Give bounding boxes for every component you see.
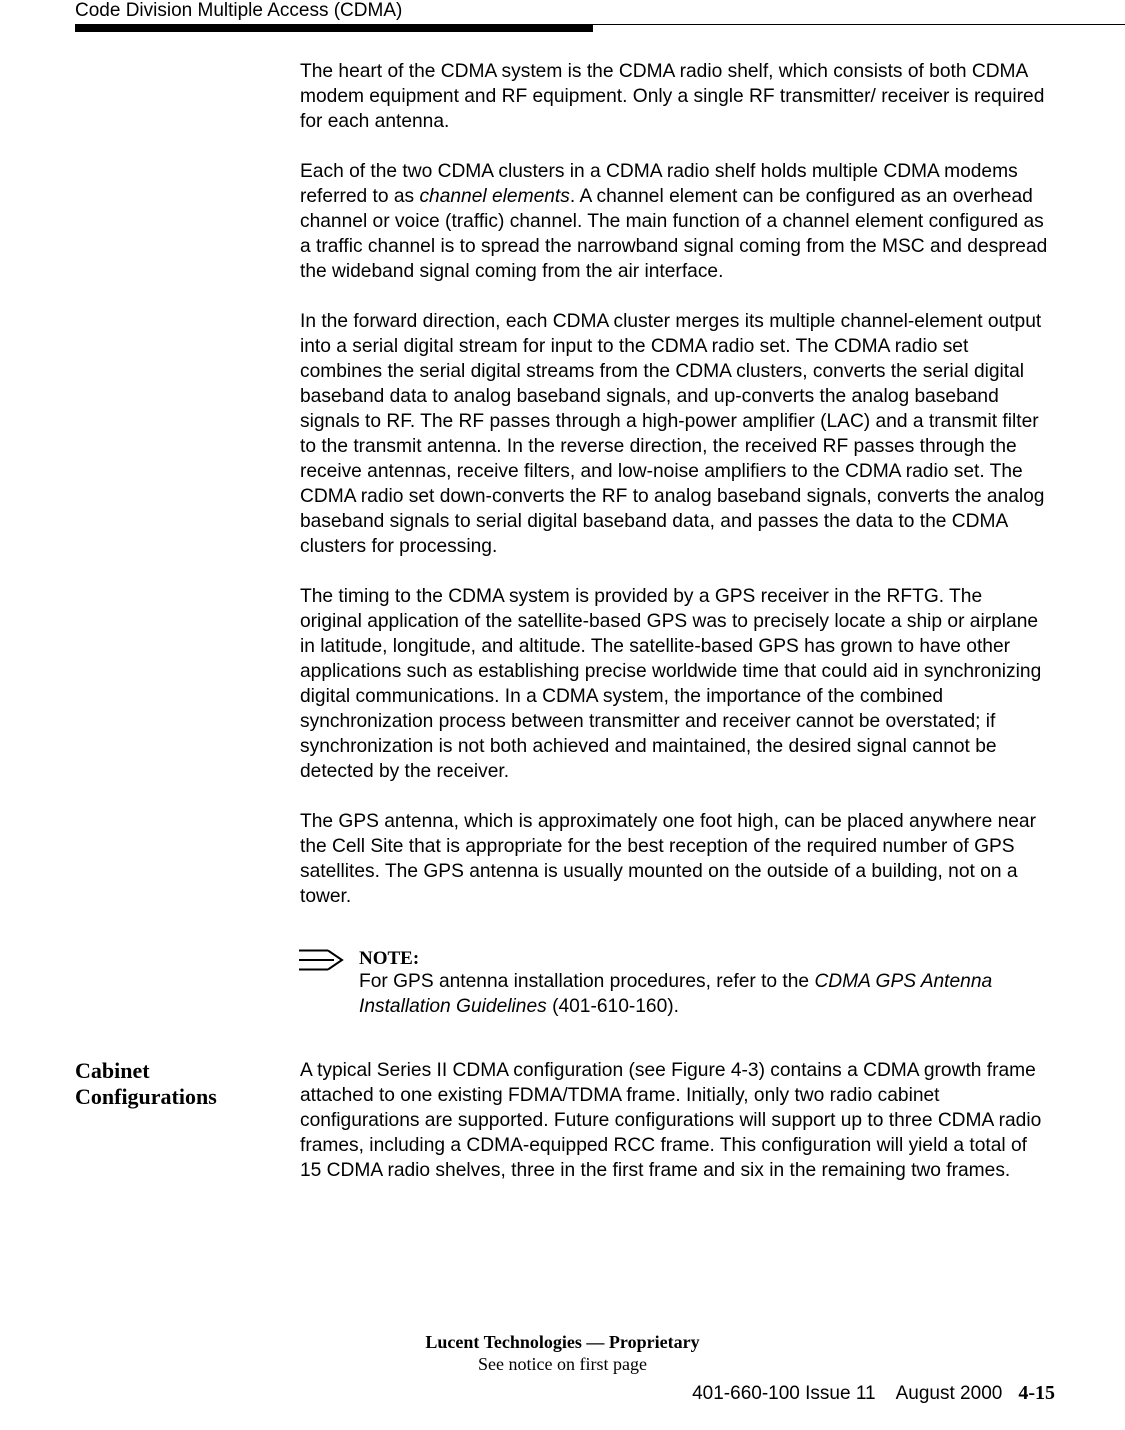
footer-page-number: 4-15 [1018, 1382, 1055, 1404]
footer-page-info [692, 1381, 1055, 1406]
paragraph-text-start: Each of the two CDMA clusters in a CDMA radio shelf holds multiple CDMA modems referred to as [300, 161, 1018, 207]
paragraph-text-end: . A channel element can be configured as an overhead channel or voice (traffic) channel. The main function of a channel element configured as a traffic channel is to spread the narrowband signal coming from the MSC and despread the wideband signal coming from the air interface. [300, 186, 1048, 282]
note-arrow-icon [298, 949, 344, 971]
note-text [359, 969, 1049, 1019]
footer-company: Lucent Technologies — Proprietary [425, 1332, 700, 1352]
paragraph-forward-direction [300, 309, 1048, 559]
paragraph-radio-shelf [300, 59, 1048, 134]
note-text-end: (401-610-160). [546, 996, 679, 1017]
paragraph-channel-elements [300, 159, 1048, 284]
section-heading-line: Cabinet [75, 1058, 150, 1083]
emphasis-channel-elements: channel elements [419, 186, 570, 207]
note-document-title: CDMA GPS Antenna Installation Guidelines [359, 971, 993, 1017]
paragraph-cabinet-configurations [300, 1058, 1048, 1183]
footer-notice: See notice on first page [478, 1354, 647, 1374]
paragraph-text: The GPS antenna, which is approximately one foot high, can be placed anywhere near the Cell Site that is appropriate for the best reception of the required number of GPS satellites. The GPS antenna is usually mounted on the outside of a building, not on a tower. [300, 811, 1036, 907]
footer-doc-number: 401-660-100 Issue 11 [692, 1383, 876, 1404]
note-label: NOTE: [359, 948, 420, 969]
header-rule-bar [75, 24, 593, 32]
section-heading-line: Configurations [75, 1084, 217, 1109]
paragraph-gps-antenna [300, 809, 1048, 909]
footer-date: August 2000 [895, 1383, 1003, 1404]
paragraph-timing-gps [300, 584, 1048, 784]
paragraph-text: A typical Series II CDMA configuration (see Figure 4-3) contains a CDMA growth frame attached to one existing FDMA/TDMA frame. Initially, only two radio cabinet configurations are supported. Future configurations will support up to three CDMA radio frames, including a CDMA-equipped RCC frame. This configuration will yield a total of 15 CDMA radio shelves, three in the first frame and six in the remaining two frames. [300, 1060, 1042, 1181]
section-heading-cabinet-configurations [75, 1058, 275, 1110]
paragraph-text: In the forward direction, each CDMA cluster merges its multiple channel-element output into a serial digital stream for input to the CDMA radio set. The CDMA radio set combines the serial digital streams from the CDMA clusters, converts the serial digital baseband data to analog baseband signals, and up-converts the analog baseband signals to RF. The RF passes through a high-power amplifier (LAC) and a transmit filter to the transmit antenna. In the reverse direction, the received RF passes through the receive antennas, receive filters, and low-noise amplifiers to the CDMA radio set. The CDMA radio set down-converts the RF to analog baseband signals, converts the analog baseband signals to serial digital baseband data, and passes the data to the CDMA clusters for processing. [300, 311, 1045, 557]
paragraph-text [300, 159, 1048, 284]
running-header-title: Code Division Multiple Access (CDMA) [75, 0, 403, 21]
paragraph-text: The heart of the CDMA system is the CDMA radio shelf, which consists of both CDMA modem equipment and RF equipment. Only a single RF transmitter/ receiver is required for each antenna. [300, 61, 1045, 132]
paragraph-text: The timing to the CDMA system is provided by a GPS receiver in the RFTG. The original application of the satellite-based GPS was to precisely locate a ship or airplane in latitude, longitude, and altitude. The satellite-based GPS has grown to have other applications such as establishing precise worldwide time that could aid in synchronizing digital communications. In a CDMA system, the importance of the combined synchronization process between transmitter and receiver cannot be overstated; if synchronization is not both achieved and maintained, the desired signal cannot be detected by the receiver. [300, 586, 1042, 782]
note-text-start: For GPS antenna installation procedures, refer to the [359, 971, 815, 992]
